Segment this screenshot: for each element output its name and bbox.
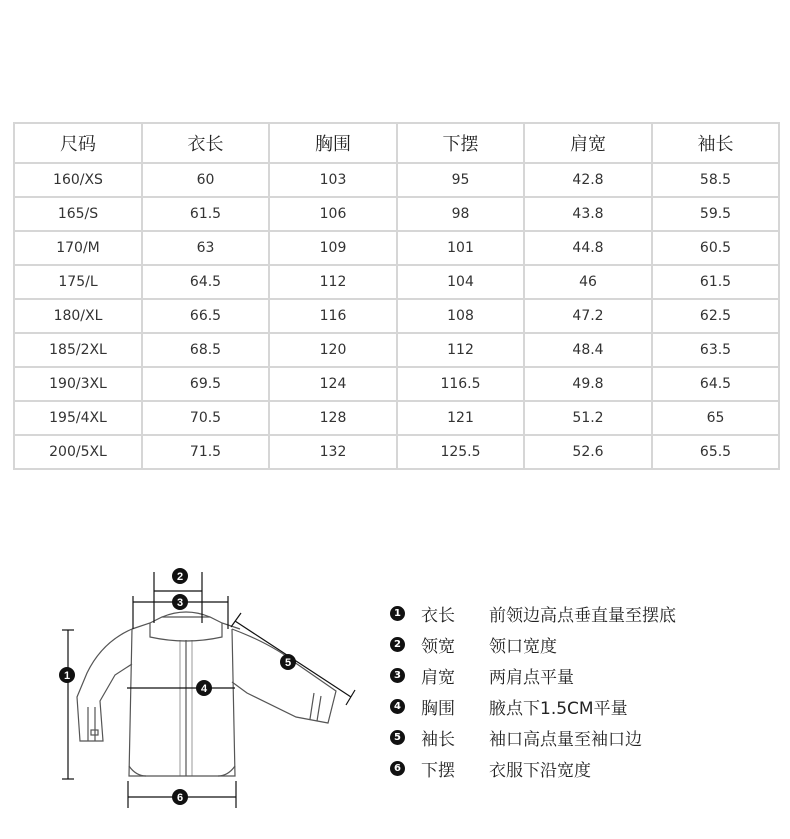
table-cell: 42.8	[524, 163, 652, 197]
table-cell: 103	[269, 163, 397, 197]
legend-number-badge: 2	[390, 637, 405, 652]
table-cell: 165/S	[14, 197, 142, 231]
header-size: 尺码	[14, 123, 142, 163]
table-cell: 59.5	[652, 197, 779, 231]
table-cell: 128	[269, 401, 397, 435]
legend-item	[390, 691, 780, 722]
table-cell: 66.5	[142, 299, 269, 333]
legend-number-badge: 4	[390, 699, 405, 714]
table-cell: 58.5	[652, 163, 779, 197]
table-cell: 160/XS	[14, 163, 142, 197]
table-cell: 200/5XL	[14, 435, 142, 469]
size-table-header	[14, 123, 779, 163]
table-cell: 116	[269, 299, 397, 333]
marker-4-label: 4	[200, 683, 208, 695]
table-row	[14, 333, 779, 367]
table-cell: 175/L	[14, 265, 142, 299]
table-cell: 51.2	[524, 401, 652, 435]
header-chest: 胸围	[269, 123, 397, 163]
marker-1-label: 1	[63, 670, 71, 682]
table-cell: 101	[397, 231, 524, 265]
legend-number-badge: 6	[390, 761, 405, 776]
table-cell: 112	[397, 333, 524, 367]
table-cell: 68.5	[142, 333, 269, 367]
table-cell: 121	[397, 401, 524, 435]
legend-description: 前领边高点垂直量至摆底	[489, 606, 676, 626]
table-cell: 61.5	[142, 197, 269, 231]
legend-item	[390, 722, 780, 753]
legend-description: 衣服下沿宽度	[489, 761, 591, 781]
measurement-legend	[390, 598, 780, 784]
table-row	[14, 163, 779, 197]
jacket-diagram	[50, 560, 370, 820]
shoulder-line	[132, 617, 240, 629]
table-cell: 170/M	[14, 231, 142, 265]
marker-5-label: 5	[284, 657, 292, 669]
table-cell: 65	[652, 401, 779, 435]
table-cell: 63	[142, 231, 269, 265]
legend-item	[390, 629, 780, 660]
legend-term: 领宽	[421, 637, 455, 657]
legend-description: 两肩点平量	[489, 668, 574, 688]
table-cell: 120	[269, 333, 397, 367]
table-row	[14, 401, 779, 435]
table-cell: 48.4	[524, 333, 652, 367]
marker-6	[172, 789, 188, 805]
table-cell: 180/XL	[14, 299, 142, 333]
legend-number-badge: 3	[390, 668, 405, 683]
table-cell: 108	[397, 299, 524, 333]
table-cell: 64.5	[652, 367, 779, 401]
legend-number-badge: 1	[390, 606, 405, 621]
marker-3-label: 3	[176, 597, 184, 609]
legend-term: 袖长	[421, 730, 455, 750]
table-cell: 47.2	[524, 299, 652, 333]
table-cell: 116.5	[397, 367, 524, 401]
marker-1	[59, 667, 75, 683]
legend-term: 下摆	[421, 761, 455, 781]
marker-4	[196, 680, 212, 696]
table-cell: 124	[269, 367, 397, 401]
marker-5	[280, 654, 296, 670]
hem-curves	[129, 766, 235, 776]
header-hem: 下摆	[397, 123, 524, 163]
right-sleeve	[232, 629, 336, 723]
marker-2	[172, 568, 188, 584]
table-cell: 60	[142, 163, 269, 197]
table-row	[14, 265, 779, 299]
marker-3	[172, 594, 188, 610]
diagram-markers	[59, 568, 296, 805]
table-row	[14, 299, 779, 333]
table-cell: 106	[269, 197, 397, 231]
table-cell: 61.5	[652, 265, 779, 299]
marker-6-label: 6	[176, 792, 184, 804]
header-length: 衣长	[142, 123, 269, 163]
table-cell: 195/4XL	[14, 401, 142, 435]
marker-2-label: 2	[176, 571, 184, 583]
table-cell: 185/2XL	[14, 333, 142, 367]
sleeve-top-tick	[231, 613, 241, 627]
collar	[150, 623, 222, 641]
table-row	[14, 231, 779, 265]
table-cell: 44.8	[524, 231, 652, 265]
table-cell: 125.5	[397, 435, 524, 469]
size-table-body	[14, 163, 779, 469]
table-cell: 70.5	[142, 401, 269, 435]
body-outline	[129, 629, 235, 776]
table-cell: 104	[397, 265, 524, 299]
table-cell: 69.5	[142, 367, 269, 401]
header-shoulder: 肩宽	[524, 123, 652, 163]
legend-number-badge: 5	[390, 730, 405, 745]
size-table	[13, 122, 780, 470]
table-row	[14, 197, 779, 231]
legend-description: 袖口高点量至袖口边	[489, 730, 642, 750]
table-cell: 71.5	[142, 435, 269, 469]
table-cell: 98	[397, 197, 524, 231]
legend-term: 胸围	[421, 699, 455, 719]
header-row	[14, 123, 779, 163]
legend-description: 领口宽度	[489, 637, 557, 657]
collar-back	[162, 612, 210, 617]
legend-item	[390, 660, 780, 691]
left-sleeve	[77, 629, 132, 741]
table-cell: 109	[269, 231, 397, 265]
legend-item	[390, 598, 780, 629]
table-row	[14, 435, 779, 469]
table-row	[14, 367, 779, 401]
table-cell: 112	[269, 265, 397, 299]
table-cell: 60.5	[652, 231, 779, 265]
table-cell: 64.5	[142, 265, 269, 299]
sleeve-bottom-tick	[346, 690, 355, 705]
table-cell: 95	[397, 163, 524, 197]
table-cell: 52.6	[524, 435, 652, 469]
header-sleeve: 袖长	[652, 123, 779, 163]
table-cell: 132	[269, 435, 397, 469]
table-cell: 65.5	[652, 435, 779, 469]
table-cell: 63.5	[652, 333, 779, 367]
legend-term: 衣长	[421, 606, 455, 626]
table-cell: 190/3XL	[14, 367, 142, 401]
right-cuff	[310, 693, 321, 721]
left-cuff	[88, 707, 95, 741]
table-cell: 49.8	[524, 367, 652, 401]
table-cell: 46	[524, 265, 652, 299]
legend-term: 肩宽	[421, 668, 455, 688]
legend-description: 腋点下1.5CM平量	[489, 699, 628, 719]
legend-item	[390, 753, 780, 784]
table-cell: 43.8	[524, 197, 652, 231]
table-cell: 62.5	[652, 299, 779, 333]
